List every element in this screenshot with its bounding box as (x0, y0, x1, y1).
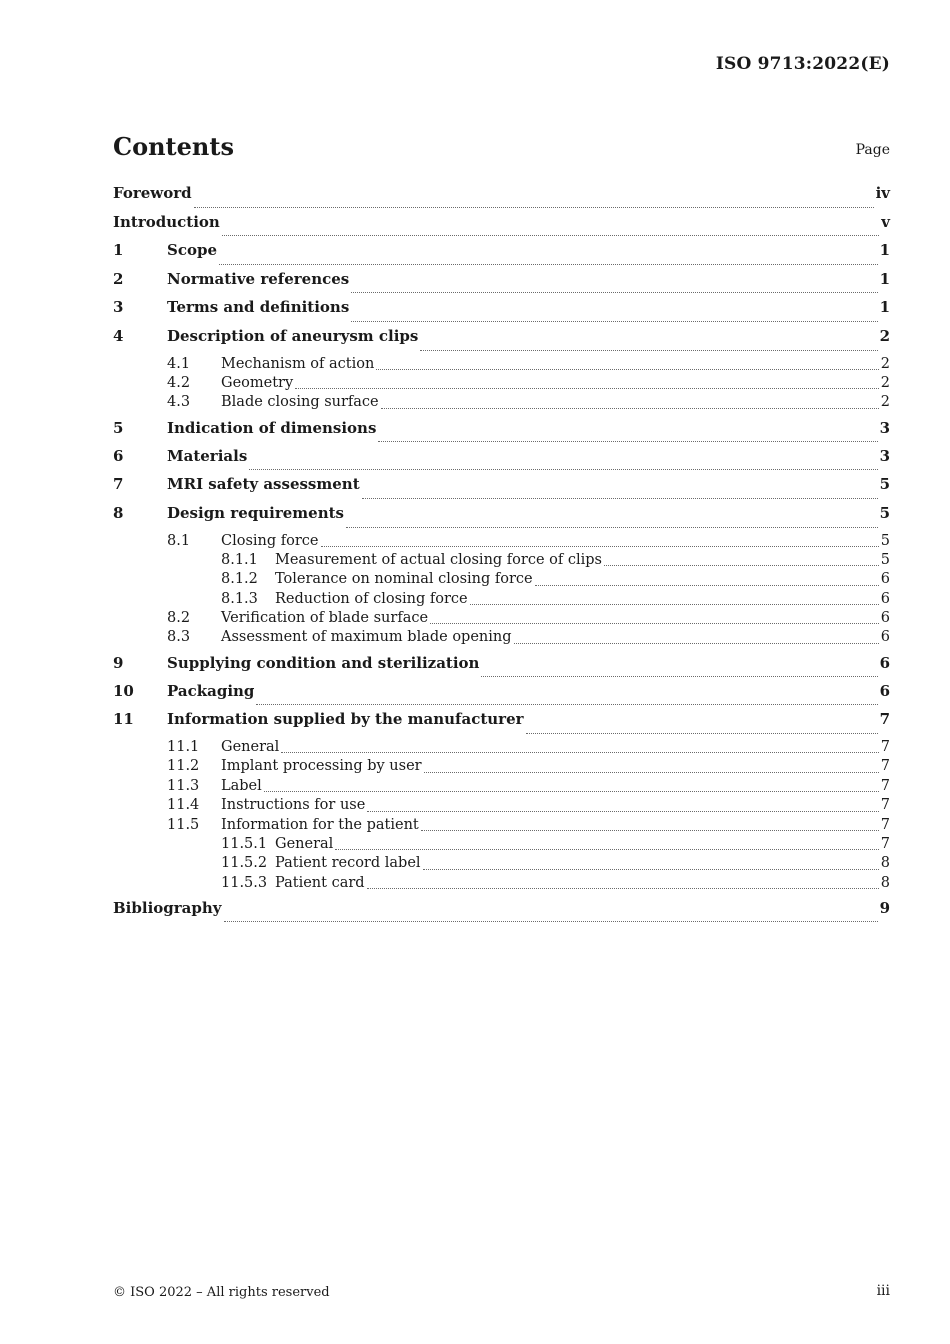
toc-entry-title[interactable]: MRI safety assessment (167, 475, 360, 494)
toc-entry-number: 1 (113, 241, 124, 260)
toc-entry-page: 1 (879, 241, 890, 260)
dot-leader (321, 545, 879, 547)
toc-entry-title[interactable]: Information supplied by the manufacturer (167, 710, 524, 729)
toc-entry-title[interactable]: Introduction (113, 212, 220, 231)
toc-entry-title[interactable]: Label (221, 777, 262, 794)
toc-entry-title[interactable]: General (275, 836, 334, 852)
toc-entry-page: 6 (880, 610, 890, 627)
toc-entry-number: 2 (113, 269, 124, 288)
dot-leader (367, 810, 878, 812)
toc-entry-title[interactable]: Supplying condition and sterilization (167, 653, 480, 672)
toc-entry[interactable] (113, 758, 890, 777)
toc-entry[interactable] (113, 875, 890, 894)
toc-entry-page: 5 (879, 503, 890, 522)
dot-leader (264, 790, 879, 792)
dot-leader (420, 349, 877, 351)
toc-entry-title[interactable]: Materials (167, 446, 248, 465)
toc-entry[interactable] (113, 533, 890, 552)
toc-entry-number: 4 (113, 326, 124, 345)
toc-entry-number: 4.2 (167, 374, 191, 391)
toc-entry-page: 7 (880, 816, 890, 833)
toc-entry-title[interactable]: Tolerance on nominal closing force (275, 571, 533, 588)
toc-entry[interactable] (113, 797, 890, 816)
toc-entry-number: 4.3 (167, 394, 191, 411)
toc-entry-page: 5 (880, 532, 890, 549)
toc-entry[interactable] (113, 855, 890, 874)
toc-entry-number: 8.1 (167, 532, 191, 549)
toc-entry-number: 11.5.1 (221, 836, 268, 852)
contents-title: Contents (113, 132, 234, 161)
dot-leader (604, 564, 879, 566)
toc-entry-page: 6 (880, 629, 890, 646)
toc-entry-page: 5 (879, 475, 890, 494)
dot-leader (346, 526, 878, 528)
dot-leader (362, 497, 878, 499)
toc-entry-page: 3 (879, 446, 890, 465)
dot-leader (376, 368, 878, 370)
toc-entry-page: 6 (880, 571, 890, 588)
toc-entry-title[interactable]: Measurement of actual closing force of clips (275, 551, 602, 568)
toc-entry-number: 11.5 (167, 816, 200, 833)
toc-entry[interactable] (113, 298, 890, 327)
toc-entry[interactable] (113, 184, 890, 213)
toc-entry[interactable] (113, 475, 890, 504)
toc-entry-number: 8.1.2 (221, 571, 258, 588)
toc-entry[interactable] (113, 327, 890, 356)
dot-leader (378, 440, 877, 442)
toc-entry-number: 5 (113, 418, 124, 437)
toc-entry-title[interactable]: Information for the patient (221, 816, 419, 833)
toc-entry[interactable] (113, 629, 890, 648)
toc-entry-title[interactable]: Geometry (221, 374, 294, 391)
dot-leader (222, 234, 879, 236)
toc-entry[interactable] (113, 552, 890, 571)
dot-leader (224, 920, 878, 922)
toc-entry-title[interactable]: Patient record label (275, 855, 421, 872)
toc-entry[interactable] (113, 504, 890, 533)
toc-entry-number: 9 (113, 653, 124, 672)
toc-entry-title[interactable]: Description of aneurysm clips (167, 326, 419, 345)
dot-leader (381, 407, 879, 409)
dot-leader (194, 206, 874, 208)
toc-entry-title[interactable]: Bibliography (113, 899, 222, 918)
toc-entry-number: 6 (113, 446, 124, 465)
toc-entry-number: 8.2 (167, 610, 191, 627)
toc-entry[interactable] (113, 571, 890, 590)
toc-entry-page: 3 (879, 418, 890, 437)
toc-entry-title[interactable]: Foreword (113, 184, 192, 202)
toc-entry-number: 8.1.1 (221, 551, 258, 568)
toc-entry[interactable] (113, 739, 890, 758)
toc-entry-page: 2 (879, 326, 890, 345)
toc-entry[interactable] (113, 270, 890, 299)
toc-entry[interactable] (113, 682, 890, 711)
toc-entry-title[interactable]: Scope (167, 241, 218, 260)
toc-entry-title[interactable]: Verification of blade surface (221, 610, 429, 627)
toc-entry[interactable] (113, 817, 890, 836)
toc-entry-title[interactable]: Implant processing by user (221, 758, 422, 775)
toc-entry[interactable] (113, 241, 890, 270)
toc-entry-page: 7 (880, 739, 890, 756)
toc-entry-number: 3 (113, 298, 124, 317)
toc-entry-title[interactable]: Assessment of maximum blade opening (221, 629, 512, 646)
toc-entry-page: 6 (880, 590, 890, 607)
toc-entry-title[interactable]: Indication of dimensions (167, 418, 377, 437)
toc-entry-number: 8.3 (167, 629, 191, 646)
toc-entry[interactable] (113, 654, 890, 682)
toc-entry-page: v (881, 212, 890, 231)
toc-entry-page: 8 (880, 874, 890, 891)
toc-entry-page: 7 (880, 797, 890, 814)
dot-leader (249, 468, 877, 470)
toc-entry-title[interactable]: Terms and definitions (167, 298, 350, 317)
toc-entry-page: 6 (879, 681, 890, 700)
toc-entry-page: 1 (879, 269, 890, 288)
toc-entry-number: 11.1 (167, 739, 200, 756)
toc-entry-page: 7 (880, 836, 890, 852)
toc-entry-page: 6 (879, 653, 890, 672)
dot-leader (256, 703, 877, 705)
toc-entry-page: 2 (880, 355, 890, 372)
toc-entry-number: 7 (113, 475, 124, 494)
toc-entry-page: 7 (879, 710, 890, 729)
dot-leader (423, 868, 879, 870)
toc-entry-title[interactable]: Closing force (221, 532, 319, 549)
dot-leader (219, 263, 878, 265)
toc-entry-number: 11.2 (167, 758, 200, 775)
dot-leader (481, 675, 877, 677)
toc-entry[interactable] (113, 447, 890, 476)
toc-entry[interactable] (113, 710, 890, 739)
toc-entry-page: 2 (880, 394, 890, 411)
toc-entry[interactable] (113, 213, 890, 242)
toc-entry[interactable] (113, 394, 890, 413)
dot-leader (351, 291, 877, 293)
dot-leader (281, 751, 878, 753)
dot-leader (295, 387, 879, 389)
toc-entry-number: 11.3 (167, 777, 200, 794)
toc-entry-page: 5 (880, 551, 890, 568)
dot-leader (526, 732, 878, 734)
toc-entry[interactable] (113, 375, 890, 394)
toc-entry-page: 7 (880, 758, 890, 775)
toc-entry-title[interactable]: Normative references (167, 269, 350, 288)
dot-leader (367, 887, 879, 889)
toc-entry-title[interactable]: Patient card (275, 874, 365, 891)
table-of-contents (113, 184, 890, 927)
toc-entry-title[interactable]: General (221, 739, 280, 756)
page-column-label: Page (855, 142, 890, 158)
document-id: ISO 9713:2022(E) (715, 54, 890, 74)
toc-entry[interactable] (113, 836, 890, 855)
dot-leader (421, 829, 879, 831)
toc-entry-title[interactable]: Design requirements (167, 503, 344, 522)
dot-leader (470, 603, 879, 605)
dot-leader (351, 320, 877, 322)
dot-leader (535, 584, 879, 586)
copyright-notice: © ISO 2022 – All rights reserved (113, 1285, 330, 1300)
toc-entry-title[interactable]: Blade closing surface (221, 394, 379, 411)
toc-entry[interactable] (113, 778, 890, 797)
toc-entry-title[interactable]: Reduction of closing force (275, 590, 468, 607)
toc-entry[interactable] (113, 610, 890, 629)
toc-entry-number: 10 (113, 681, 134, 700)
toc-entry-page: 1 (879, 298, 890, 317)
toc-entry-number: 11.5.2 (221, 855, 268, 872)
toc-entry-page: 2 (880, 374, 890, 391)
toc-entry-page: 9 (879, 899, 890, 918)
toc-entry-number: 8.1.3 (221, 590, 258, 607)
toc-entry-number: 11.4 (167, 797, 200, 814)
toc-entry-page: 7 (880, 777, 890, 794)
toc-entry[interactable] (113, 899, 890, 927)
dot-leader (514, 642, 879, 644)
toc-entry-number: 11 (113, 710, 134, 729)
toc-entry[interactable] (113, 419, 890, 447)
page-number: iii (876, 1283, 890, 1299)
dot-leader (335, 848, 878, 850)
toc-entry-number: 4.1 (167, 355, 191, 372)
dot-leader (430, 622, 879, 624)
toc-entry[interactable] (113, 591, 890, 610)
toc-entry-title[interactable]: Packaging (167, 681, 255, 700)
toc-entry-page: 8 (880, 855, 890, 872)
toc-entry-title[interactable]: Mechanism of action (221, 355, 375, 372)
toc-entry-title[interactable]: Instructions for use (221, 797, 366, 814)
toc-entry[interactable] (113, 356, 890, 375)
toc-entry-number: 8 (113, 503, 124, 522)
toc-entry-number: 11.5.3 (221, 874, 268, 891)
toc-entry-page: iv (875, 184, 890, 202)
dot-leader (424, 771, 879, 773)
